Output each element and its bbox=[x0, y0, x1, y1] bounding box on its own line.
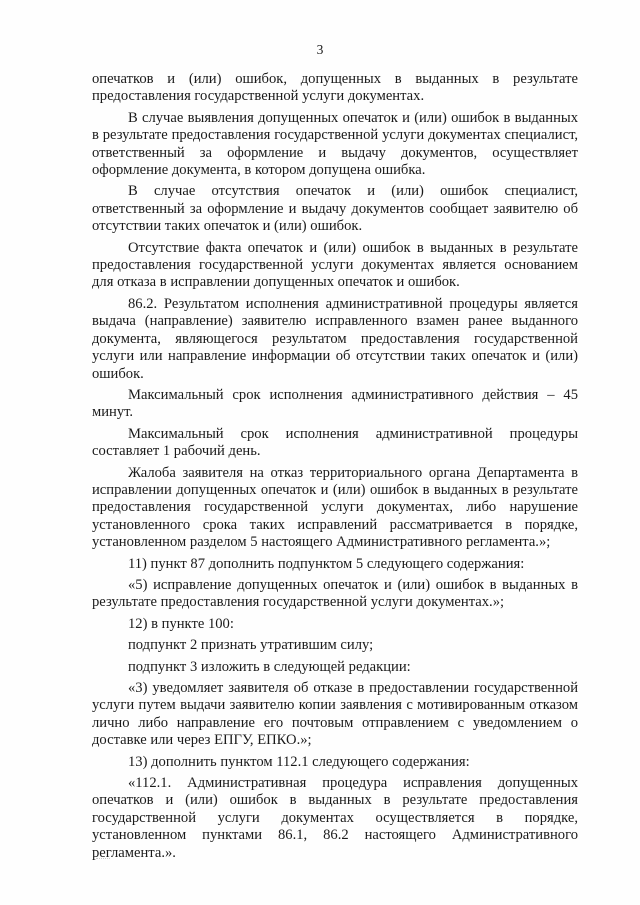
paragraph-item-11: 11) пункт 87 дополнить подпунктом 5 следующего содержания: bbox=[128, 555, 525, 572]
paragraph-item-13: 13) дополнить пунктом 112.1 следующего содержания: bbox=[128, 753, 470, 770]
page-number: 3 bbox=[316, 42, 324, 57]
paragraph-no-errors: В случае отсутствия опечаток и (или) ошибок специалист, ответственный за оформление и выдачу документов сообщает заявителю об отсутствии таких опечаток и (или) ошибок. bbox=[92, 183, 578, 235]
paragraph-subitem-3-edit: подпункт 3 изложить в следующей редакции: bbox=[128, 658, 411, 675]
document-body bbox=[92, 71, 578, 866]
paragraph-max-procedure-time: Максимальный срок исполнения административной процедуры составляет 1 рабочий день. bbox=[92, 425, 578, 460]
paragraph-112-1: «112.1. Административная процедура исправления допущенных опечатков и (или) ошибок в выданных в результате предоставления государственной услуги документах осуществляется в порядке, установленном пунктами 86.1, 86.2 настоящего Административного регламента.». bbox=[92, 775, 578, 861]
scan-artifact bbox=[96, 858, 110, 860]
paragraph-errors-found: В случае выявления допущенных опечаток и (или) ошибок в выданных в результате предоставления государственной услуги документах специалист, ответственный за оформление и выдачу документов, осуществляет оформление документа, в котором допущена ошибка. bbox=[92, 109, 578, 179]
paragraph-item-12: 12) в пункте 100: bbox=[128, 615, 234, 632]
paragraph-subitem-5: «5) исправление допущенных опечаток и (или) ошибок в выданных в результате предоставления государственной услуги документах.»; bbox=[92, 576, 578, 611]
paragraph-continuation: опечатков и (или) ошибок, допущенных в выданных в результате предоставления государственной услуги документах. bbox=[92, 71, 578, 105]
paragraph-complaint: Жалоба заявителя на отказ территориального органа Департамента в исправлении допущенных опечаток и (или) ошибок в выданных в результате предоставления государственной услуги документах, либо нарушение установленного срока таких исправлений рассматривается в порядке, установленном разделом 5 настоящего Административного регламента.»; bbox=[92, 464, 578, 551]
paragraph-subitem-3-text: «3) уведомляет заявителя об отказе в предоставлении государственной услуги путем выдачи заявителю копии заявления с мотивированным отказом лично либо направление его почтовым отправлением с уведомлением о доставке или через ЕПГУ, ЕПКО.»; bbox=[92, 680, 578, 749]
paragraph-subitem-2-void: подпункт 2 признать утратившим силу; bbox=[128, 637, 374, 654]
paragraph-max-action-time: Максимальный срок исполнения административного действия – 45 минут. bbox=[92, 386, 578, 421]
paragraph-86-2-result: 86.2. Результатом исполнения административной процедуры является выдача (направление) заявителю исправленного взамен ранее выданного документа, являющегося результатом предоставления государственной услуги или направление информации об отсутствии таких опечаток и (или) ошибок. bbox=[92, 295, 578, 382]
paragraph-refusal-basis: Отсутствие факта опечаток и (или) ошибок в выданных в результате предоставления государственной услуги документах является основанием для отказа в исправлении допущенных опечаток и ошибок. bbox=[92, 239, 578, 291]
